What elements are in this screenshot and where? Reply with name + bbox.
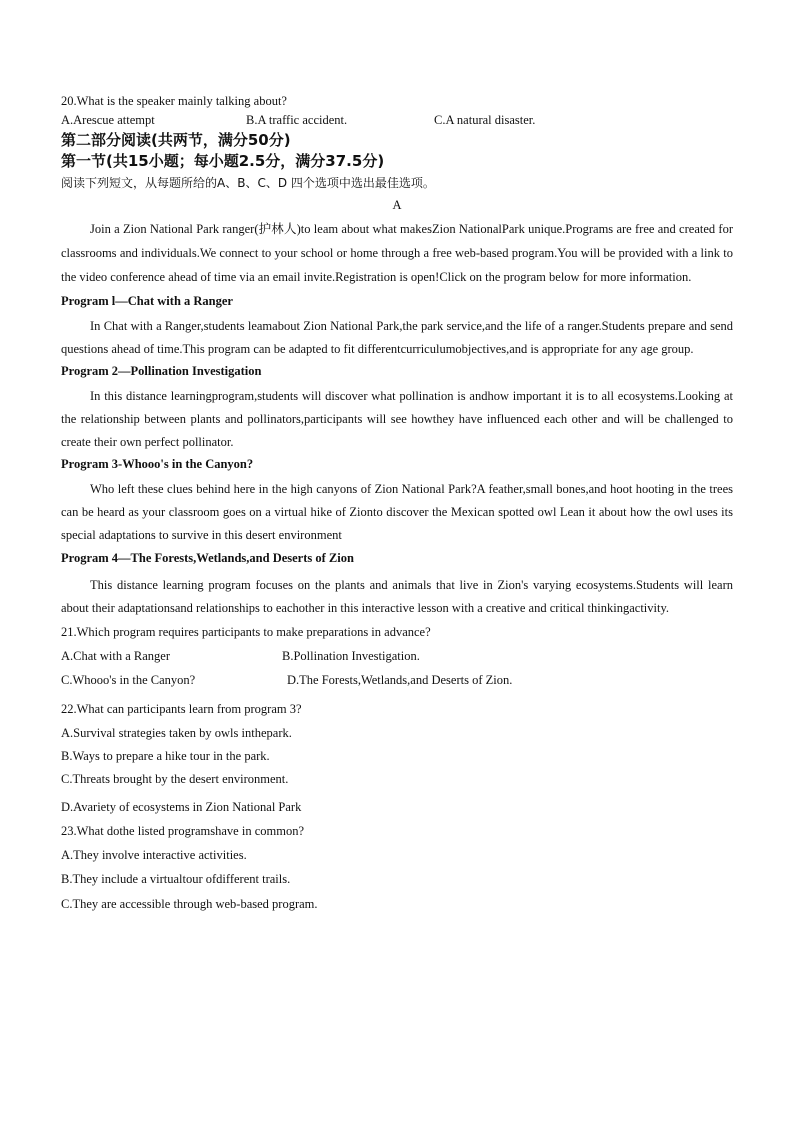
q21-options-row2: [61, 672, 733, 701]
program-1-text: In Chat with a Ranger,students leamabout Zion National Park,the park service,and the life of a ranger.Students prepare and send questions ahead of time.This program can be adapted to fit differentcurriculumobjectives,and is appropriate for any age group.: [61, 319, 733, 356]
program-3-text: Who left these clues behind here in the high canyons of Zion National Park?A feather,small bones,and hoot hooting in the trees can be heard as your classroom goes on a virtual hike of Zionto discover the Mexican spotted owl Lean it about how the owl uses its special adaptations to survive in this desert environment: [61, 482, 733, 542]
q20-stem: 20.What is the speaker mainly talking about?: [61, 94, 287, 108]
passage-label: A: [392, 198, 402, 212]
document-page: [61, 93, 733, 920]
program-4-text: This distance learning program focuses on the plants and animals that live in Zion's varying ecosystems.Students will learn about their adaptationsand relationships to eachother in this interactive lesson with a creative and critical thinkingactivity.: [61, 578, 733, 615]
q21-option-a: A.Chat with a Ranger: [61, 649, 171, 663]
q22-option-a: A.Survival strategies taken by owls inthepark.: [61, 726, 292, 740]
q22-stem: 22.What can participants learn from program 3?: [61, 702, 302, 716]
program-2-text: In this distance learningprogram,students will discover what pollination is andhow important it is to all ecosystems.Looking at the relationship between plants and pollinators,participants will see howthey have influenced each other and will be challenged to create their own perfect pollinator.: [61, 389, 733, 449]
q20-options: [61, 112, 733, 130]
q21-option-d: D.The Forests,Wetlands,and Deserts of Zion.: [287, 673, 513, 687]
q20-option-b: B.A traffic accident.: [246, 113, 348, 127]
part2-heading: 第二部分阅读(共两节，满分50分): [61, 131, 291, 149]
instruction: 阅读下列短文，从每题所给的A、B、C、D 四个选项中选出最佳选项。: [61, 176, 435, 190]
program-4-title: Program 4—The Forests,Wetlands,and Deserts of Zion: [61, 551, 354, 565]
program-1-title: Program l—Chat with a Ranger: [61, 294, 233, 308]
q21-option-c: C.Whooo's in the Canyon?: [61, 673, 196, 687]
q23-option-a: A.They involve interactive activities.: [61, 848, 247, 862]
q20-option-a: A.Arescue attempt: [61, 113, 155, 127]
q22-option-d: D.Avariety of ecosystems in Zion National Park: [61, 800, 302, 814]
q22-option-c: C.Threats brought by the desert environment.: [61, 772, 289, 786]
program-2-title: Program 2—Pollination Investigation: [61, 364, 262, 378]
passage-intro: Join a Zion National Park ranger(护林人)to leam about what makesZion NationalPark unique.Programs are free and created for classrooms and individuals.We connect to your school or home through a free web-based program.You will be provided with a link to the video conference ahead of time via an email invite.Registration is open!Click on the program below for more information.: [61, 222, 733, 284]
q23-option-c: C.They are accessible through web-based program.: [61, 897, 318, 911]
q21-option-b: B.Pollination Investigation.: [282, 649, 420, 663]
q21-stem: 21.Which program requires participants to make preparations in advance?: [61, 625, 431, 639]
q22-option-b: B.Ways to prepare a hike tour in the park.: [61, 749, 270, 763]
program-3-title: Program 3-Whooo's in the Canyon?: [61, 457, 254, 471]
q23-option-b: B.They include a virtualtour ofdifferent trails.: [61, 872, 291, 886]
q20-option-c: C.A natural disaster.: [434, 113, 536, 127]
q21-options-row1: [61, 648, 733, 672]
section1-heading: 第一节(共15小题；每小题2.5分，满分37.5分): [61, 152, 385, 170]
q23-stem: 23.What dothe listed programshave in common?: [61, 824, 304, 838]
